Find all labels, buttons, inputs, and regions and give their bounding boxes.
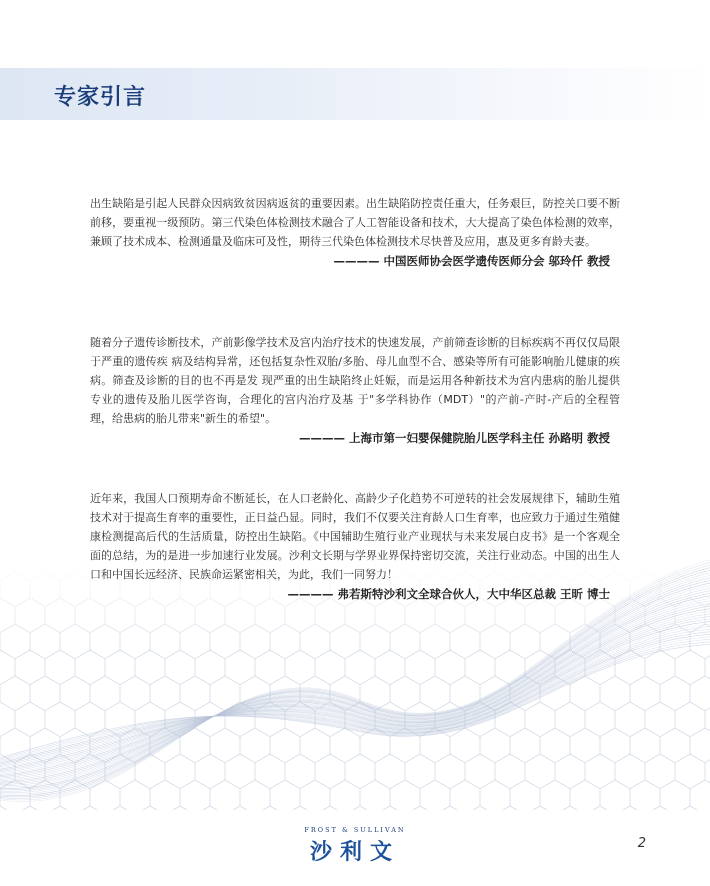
quote-attribution: ———— 弗若斯特沙利文全球合伙人，大中华区总裁 王昕 博士	[287, 587, 610, 601]
quote-attribution: ———— 上海市第一妇婴保健院胎儿医学科主任 孙路明 教授	[298, 431, 610, 445]
page-title: 专家引言	[54, 85, 147, 110]
quote-text: 近年来，我国人口预期寿命不断延长，在人口老龄化、高龄少子化趋势不可逆转的社会发展规律下，辅助生殖技术对于提高生育率的重要性，正日益凸显。同时，我们不仅要关注育龄人口生育率，也应致力于通过生殖健康检测提高后代的生活质量，防控出生缺陷。《中国辅助生殖行业产业现状与未来发展白皮书》是一个客观全面的总结，为的是进一步加速行业发展。沙利文长期与学界业界保持密切交流，关注行业动态。中国的出生人口和中国长远经济、民族命运紧密相关，为此，我们一同努力！	[90, 492, 620, 581]
expert-quote-1	[90, 194, 620, 269]
logo-chinese: 沙利文	[309, 840, 400, 865]
company-logo	[0, 826, 710, 866]
quote-text: 随着分子遗传诊断技术，产前影像学技术及宫内治疗技术的快速发展，产前筛查诊断的目标疾病不再仅仅局限于严重的遗传疾 病及结构异常，还包括复杂性双胎/多胎、母儿血型不合、感染等所有可能影响胎儿健康的疾病。筛查及诊断的目的也不再是发 现严重的出生缺陷终止妊娠，而是运用各种新技术为宫内患病的胎儿提供专业的遗传及胎儿医学咨询，合理化的宫内治疗及基 于"多学科协作（MDT）"的产前-产时-产后的全程管理，给患病的胎儿带来"新生的希望"。	[90, 336, 620, 425]
quote-attribution: ———— 中国医师协会医学遗传医师分会 邬玲仟 教授	[333, 254, 610, 268]
logo-english: FROST & SULLIVAN	[304, 826, 406, 834]
expert-quote-3	[90, 489, 620, 602]
quote-text: 出生缺陷是引起人民群众因病致贫因病返贫的重要因素。出生缺陷防控责任重大，任务艰巨，防控关口要不断前移，要重视一级预防。第三代染色体检测技术融合了人工智能设备和技术，大大提高了染色体检测的效率，兼顾了技术成本、检测通量及临床可及性，期待三代染色体检测技术尽快普及应用，惠及更多育龄夫妻。	[90, 197, 620, 248]
expert-quote-2	[90, 333, 620, 446]
page-number: 2	[637, 836, 646, 851]
